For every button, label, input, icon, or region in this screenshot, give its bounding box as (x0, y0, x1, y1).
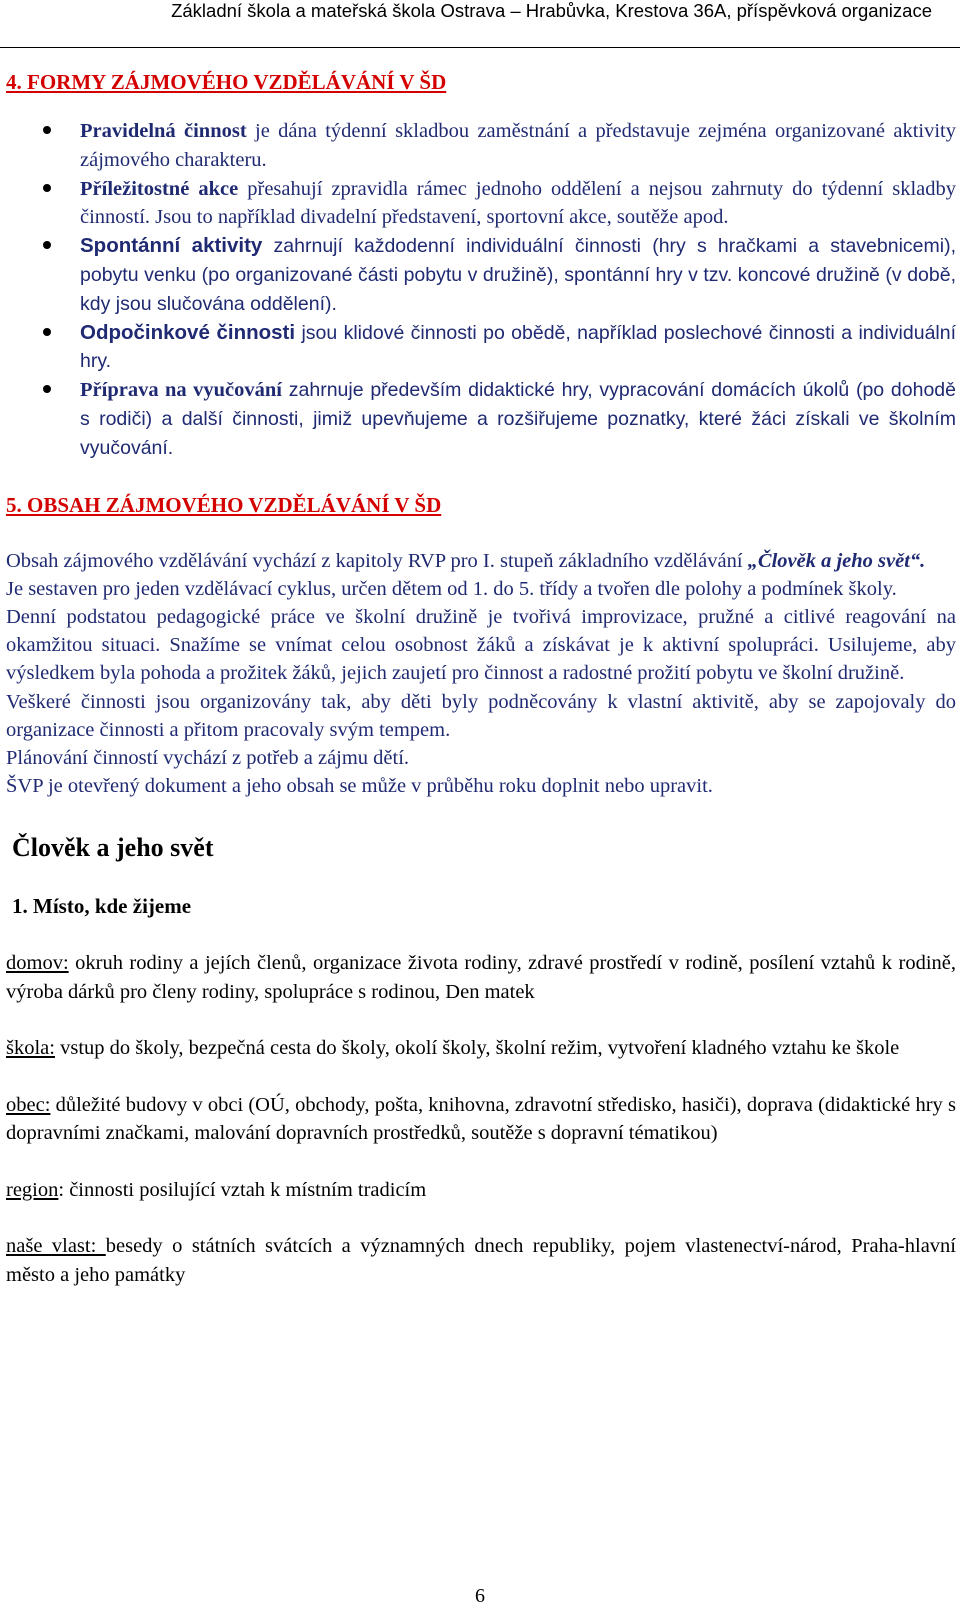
item-text: přesahují zpravidla rámec jednoho oddělení a nejsou zahrnuty do týdenní skladby činností. Jsou to například divadelní představení, sportovní akce, soutěže apod. (80, 177, 957, 229)
topic-text: besedy o státních svátcích a významných dnech republiky, pojem vlastenectví-národ, Praha-hlavní město a jeho památky (6, 1235, 956, 1286)
paragraph: Denní podstatou pedagogické práce ve školní družině je tvořivá improvizace, pružné a citlivé reagování na okamžitou situaci. Snažíme se vnímat celou osobnost žáků a získávat je k aktivní spolupráci. Usilujeme, aby výsledkem byla pohoda a prožitek žáků, jejich zaujetí pro činnost a radostné prožití pobytu ve školní družině. (6, 605, 956, 685)
list-item (6, 376, 956, 462)
topics (6, 949, 956, 1289)
topic-label: obec: (6, 1093, 51, 1116)
emphasis-text: „Člověk a jeho svět“. (747, 549, 926, 572)
paragraph: Veškeré činnosti jsou organizovány tak, aby děti byly podněcovány k vlastní aktivitě, aby se zapojovaly do organizace činnosti a přitom pracovaly svým tempem. (6, 690, 956, 741)
area-subtitle: 1. Místo, kde žijeme (12, 894, 192, 919)
bullet-icon (43, 328, 51, 336)
topic-item (6, 1176, 956, 1205)
paragraph (6, 547, 956, 575)
item-lead: Odpočinkové činnosti (80, 320, 296, 344)
topic-item (6, 1034, 956, 1063)
topic-text: okruh rodiny a jejích členů, organizace života rodiny, zdravé prostředí v rodině, posílení vztahů k rodině, výroba dárků pro členy rodiny, spolupráce s rodinou, Den matek (6, 952, 956, 1003)
topic-text: vstup do školy, bezpečná cesta do školy, okolí školy, školní režim, vytvoření kladného vztahu ke škole (54, 1037, 900, 1060)
bullet-icon (43, 241, 51, 249)
paragraph: ŠVP je otevřený dokument a jeho obsah se může v průběhu roku doplnit nebo upravit. (6, 775, 713, 798)
item-lead: Příprava na vyučování (80, 379, 282, 402)
list-item (6, 319, 956, 377)
page-content (6, 68, 956, 1289)
item-lead: Pravidelná činnost (80, 120, 247, 142)
topic-label: region (6, 1178, 59, 1201)
list-item (6, 175, 956, 233)
topic-label: naše vlast: (6, 1235, 106, 1258)
section-5-body (6, 547, 956, 801)
topic-item (6, 1232, 956, 1289)
forms-list (6, 117, 956, 463)
topic-label: domov: (6, 952, 69, 975)
list-item (6, 232, 956, 318)
item-lead: Příležitostné akce (80, 177, 239, 200)
running-header (0, 0, 960, 48)
topic-text: důležité budovy v obci (OÚ, obchody, pošta, knihovna, zdravotní středisko, hasiči), doprava (didaktické hry s dopravními značkami, malování dopravních prostředků, soutěže s dopravní tématikou) (6, 1093, 956, 1145)
topic-text: : činnosti posilující vztah k místním tradicím (58, 1178, 427, 1201)
list-item (6, 117, 956, 175)
item-text: zahrnují každodenní individuální činnosti (hry s hračkami a stavebnicemi), pobytu venku (po organizované části pobytu v družině), spontánní hry v tzv. koncové družině (v době, kdy jsou slučována oddělení). (80, 235, 956, 315)
paragraph-text: Obsah zájmového vzdělávání vychází z kapitoly RVP pro I. stupeň základního vzdělávání (6, 549, 748, 572)
bullet-icon (43, 385, 51, 393)
paragraph: Plánování činností vychází z potřeb a zájmu dětí. (6, 746, 410, 769)
page-number: 6 (475, 1585, 485, 1607)
section-4-heading: 4. FORMY ZÁJMOVÉHO VZDĚLÁVÁNÍ V ŠD (6, 70, 447, 94)
topic-label: škola: (6, 1037, 55, 1060)
item-text: zahrnuje především didaktické hry, vypracování domácích úkolů (po dohodě s rodiči) a další činnosti, jimiž upevňujeme a rozšiřujeme poznatky, které žáci získali ve školním vyučování. (80, 379, 956, 459)
bullet-icon (43, 184, 51, 192)
section-5-heading: 5. OBSAH ZÁJMOVÉHO VZDĚLÁVÁNÍ V ŠD (6, 492, 442, 517)
header-text: Základní škola a mateřská škola Ostrava – Hrabůvka, Krestova 36A, příspěvková organizace (171, 0, 932, 21)
topic-item (6, 949, 956, 1006)
paragraph: Je sestaven pro jeden vzdělávací cyklus, určen dětem od 1. do 5. třídy a tvořen dle polohy a podmínek školy. (6, 577, 897, 600)
bullet-icon (43, 126, 51, 134)
item-text: jsou klidové činnosti po obědě, například poslechové činnosti a individuální hry. (80, 321, 957, 373)
item-text: je dána týdenní skladbou zaměstnání a představuje zejména organizované aktivity zájmového charakteru. (80, 120, 956, 171)
topic-item (6, 1091, 956, 1148)
item-lead: Spontánní aktivity (80, 234, 263, 258)
area-title: Člověk a jeho svět (12, 833, 214, 863)
